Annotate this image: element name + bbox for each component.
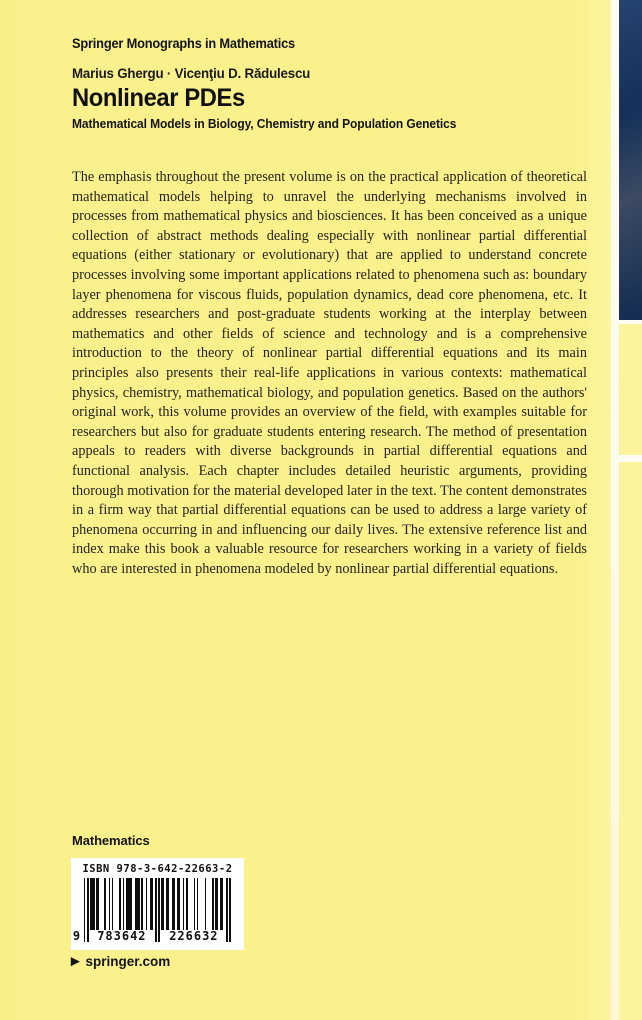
barcode [72,878,231,943]
ean-digits-left: 783642 [97,929,147,943]
springer-arrow-icon: ▶ [71,955,80,968]
publisher-url-line[interactable] [71,954,170,969]
authors-line: Marius Ghergu · Vicenţiu D. Rădulescu [72,65,311,81]
isbn-label: ISBN 978-3-642-22663-2 [82,863,233,875]
back-cover-blurb: The emphasis throughout the present volume is on the practical application of theoretical mathematical models helping to unravel the underlying mechanisms involved in processes from mathematical physics and biosciences. It has been conceived as a unique collection of abstract methods dealing especially with nonlinear partial differential equations (either stationary or evolutionary) that are applied to understand concrete processes involving some important applications related to phenomena such as: boundary layer phenomena for viscous fluids, population dynamics, dead core phenomena, etc. It addresses researchers and post-graduate students working at the interplay between mathematics and other fields of science and technology and is a comprehensive introduction to the theory of nonlinear partial differential equations and its main principles also presents their real-life applications in various contexts: mathematical physics, chemistry, mathematical biology, and population genetics. Based on the authors' original work, this volume provides an overview of the field, with examples suitable for researchers but also for graduate students entering research. The method of presentation appeals to readers with diverse backgrounds in partial differential equations and functional analysis. Each chapter includes detailed heuristic arguments, providing thorough motivation for the material developed later in the text. The content demonstrates in a firm way that partial differential equations can be used to address a large variety of phenomena occurring in and influencing our daily lives. The extensive reference list and index make this book a valuable resource for researchers working in a variety of fields who are interested in phenomena modeled by nonlinear partial differential equations. [72,169,587,577]
isbn-barcode-box [71,858,244,950]
book-subtitle: Mathematical Models in Biology, Chemistry and Population Genetics [72,117,457,131]
category-label: Mathematics [72,833,150,848]
book-title: Nonlinear PDEs [72,84,245,112]
page-edge-gap [611,0,619,1020]
spine-divider-bottom [619,455,642,462]
spine-divider-top [619,320,642,324]
spine-edge-strip [619,0,642,1020]
ean-digits-right: 226632 [169,929,219,943]
spine-navy-block [619,0,642,320]
series-title: Springer Monographs in Mathematics [72,36,295,51]
ean-digit-first: 9 [72,929,82,943]
publisher-url[interactable]: springer.com [85,954,171,969]
